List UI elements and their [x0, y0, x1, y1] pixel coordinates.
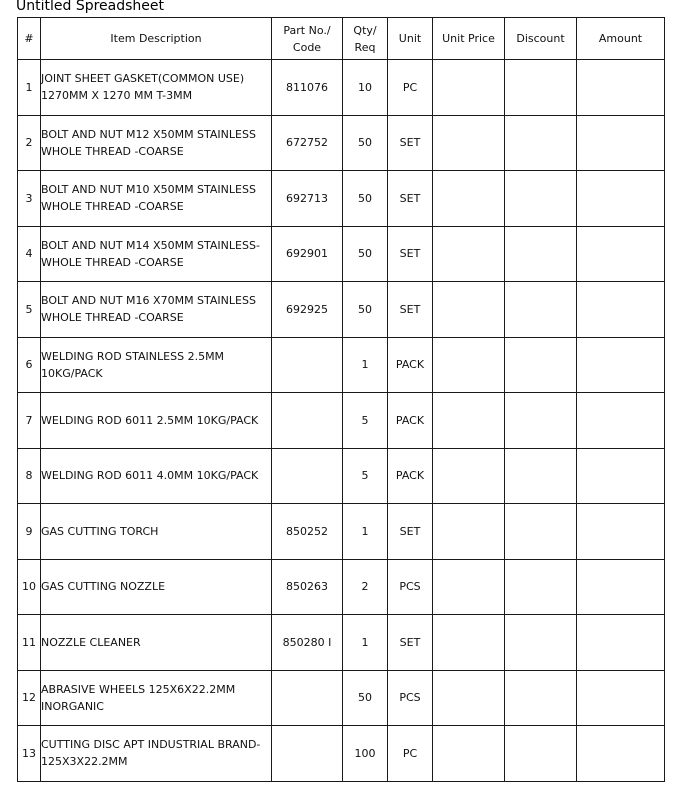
- cell-unit: PC: [388, 60, 433, 116]
- cell-discount[interactable]: [505, 726, 577, 782]
- table-row: [18, 559, 665, 615]
- description-line-1: NOZZLE CLEANER: [41, 635, 141, 649]
- cell-qty: 10: [343, 60, 388, 116]
- cell-description: [41, 337, 272, 393]
- cell-part-no: [272, 337, 343, 393]
- cell-discount[interactable]: [505, 393, 577, 449]
- table-row: [18, 448, 665, 504]
- description-line-2: WHOLE THREAD -COARSE: [41, 144, 184, 158]
- cell-amount[interactable]: [577, 393, 665, 449]
- table-row: [18, 60, 665, 116]
- cell-unit-price[interactable]: [433, 226, 505, 282]
- cell-num: 4: [18, 226, 41, 282]
- header-num: #: [18, 18, 41, 60]
- cell-discount[interactable]: [505, 171, 577, 227]
- table-row: [18, 226, 665, 282]
- cell-qty: 1: [343, 504, 388, 560]
- cell-num: 5: [18, 282, 41, 338]
- cell-amount[interactable]: [577, 448, 665, 504]
- table-row: [18, 726, 665, 782]
- cell-unit: PCS: [388, 670, 433, 726]
- cell-unit-price[interactable]: [433, 282, 505, 338]
- cell-part-no: 811076: [272, 60, 343, 116]
- cell-unit-price[interactable]: [433, 393, 505, 449]
- cell-num: 1: [18, 60, 41, 116]
- cell-amount[interactable]: [577, 115, 665, 171]
- cell-unit: PACK: [388, 393, 433, 449]
- cell-discount[interactable]: [505, 337, 577, 393]
- cell-description: [41, 226, 272, 282]
- cell-description: [41, 393, 272, 449]
- cell-num: 11: [18, 615, 41, 671]
- cell-description: [41, 448, 272, 504]
- cell-amount[interactable]: [577, 670, 665, 726]
- cell-part-no: [272, 448, 343, 504]
- cell-description: [41, 115, 272, 171]
- cell-description: [41, 559, 272, 615]
- cell-discount[interactable]: [505, 282, 577, 338]
- cell-qty: 1: [343, 337, 388, 393]
- header-unit-price: Unit Price: [433, 18, 505, 60]
- table-row: [18, 615, 665, 671]
- cell-part-no: 672752: [272, 115, 343, 171]
- cell-description: [41, 504, 272, 560]
- cell-num: 8: [18, 448, 41, 504]
- cell-discount[interactable]: [505, 226, 577, 282]
- description-line-1: BOLT AND NUT M10 X50MM STAINLESS: [41, 183, 256, 197]
- cell-num: 6: [18, 337, 41, 393]
- cell-qty: 2: [343, 559, 388, 615]
- description-line-1: BOLT AND NUT M16 X70MM STAINLESS: [41, 294, 256, 308]
- cell-qty: 5: [343, 448, 388, 504]
- cell-unit-price[interactable]: [433, 726, 505, 782]
- cell-amount[interactable]: [577, 504, 665, 560]
- cell-description: [41, 171, 272, 227]
- cell-amount[interactable]: [577, 171, 665, 227]
- description-line-1: WELDING ROD 6011 2.5MM 10KG/PACK: [41, 413, 259, 427]
- table-row: [18, 171, 665, 227]
- header-part-no-line1: Part No./: [283, 23, 331, 37]
- cell-unit-price[interactable]: [433, 60, 505, 116]
- description-line-1: GAS CUTTING NOZZLE: [41, 580, 166, 594]
- cell-discount[interactable]: [505, 559, 577, 615]
- cell-unit-price[interactable]: [433, 559, 505, 615]
- cell-amount[interactable]: [577, 337, 665, 393]
- cell-description: [41, 282, 272, 338]
- header-amount: Amount: [577, 18, 665, 60]
- cell-discount[interactable]: [505, 615, 577, 671]
- cell-unit-price[interactable]: [433, 337, 505, 393]
- cell-description: [41, 670, 272, 726]
- description-line-1: ABRASIVE WHEELS 125X6X22.2MM: [41, 682, 236, 696]
- items-table: [17, 17, 665, 782]
- cell-part-no: 850280 I: [272, 615, 343, 671]
- header-unit: Unit: [388, 18, 433, 60]
- cell-description: [41, 615, 272, 671]
- cell-amount[interactable]: [577, 615, 665, 671]
- cell-num: 12: [18, 670, 41, 726]
- description-line-1: JOINT SHEET GASKET(COMMON USE): [41, 72, 245, 86]
- cell-amount[interactable]: [577, 60, 665, 116]
- cell-discount[interactable]: [505, 60, 577, 116]
- cell-num: 10: [18, 559, 41, 615]
- header-qty: [343, 18, 388, 60]
- cell-part-no: [272, 670, 343, 726]
- cell-part-no: 692901: [272, 226, 343, 282]
- cell-part-no: 850263: [272, 559, 343, 615]
- header-discount: Discount: [505, 18, 577, 60]
- description-line-1: BOLT AND NUT M12 X50MM STAINLESS: [41, 127, 256, 141]
- header-row: [18, 18, 665, 60]
- description-line-2: WHOLE THREAD -COARSE: [41, 255, 184, 269]
- cell-description: [41, 60, 272, 116]
- cell-amount[interactable]: [577, 282, 665, 338]
- header-description: Item Description: [41, 18, 272, 60]
- cell-num: 3: [18, 171, 41, 227]
- cell-unit: SET: [388, 171, 433, 227]
- cell-discount[interactable]: [505, 115, 577, 171]
- cell-discount[interactable]: [505, 504, 577, 560]
- cell-qty: 50: [343, 115, 388, 171]
- cell-unit: SET: [388, 115, 433, 171]
- cell-num: 2: [18, 115, 41, 171]
- cell-qty: 50: [343, 670, 388, 726]
- table-row: [18, 337, 665, 393]
- header-qty-line2: Req: [354, 40, 376, 54]
- cell-unit-price[interactable]: [433, 171, 505, 227]
- cell-qty: 1: [343, 615, 388, 671]
- cell-unit-price[interactable]: [433, 615, 505, 671]
- table-row: [18, 670, 665, 726]
- cell-unit: SET: [388, 282, 433, 338]
- description-line-2: WHOLE THREAD -COARSE: [41, 200, 184, 214]
- description-line-2: 1270MM X 1270 MM T-3MM: [41, 89, 193, 103]
- cell-unit-price[interactable]: [433, 670, 505, 726]
- cell-unit: PACK: [388, 337, 433, 393]
- cell-num: 13: [18, 726, 41, 782]
- header-qty-line1: Qty/: [353, 23, 377, 37]
- description-line-2: WHOLE THREAD -COARSE: [41, 311, 184, 325]
- description-line-1: GAS CUTTING TORCH: [41, 524, 159, 538]
- cell-amount[interactable]: [577, 226, 665, 282]
- cell-unit: PCS: [388, 559, 433, 615]
- cell-qty: 50: [343, 226, 388, 282]
- cell-unit-price[interactable]: [433, 448, 505, 504]
- cell-discount[interactable]: [505, 448, 577, 504]
- table-row: [18, 504, 665, 560]
- description-line-1: CUTTING DISC APT INDUSTRIAL BRAND-: [41, 738, 261, 752]
- table-row: [18, 393, 665, 449]
- cell-part-no: [272, 393, 343, 449]
- header-part-no-line2: Code: [292, 40, 322, 54]
- description-line-1: WELDING ROD 6011 4.0MM 10KG/PACK: [41, 469, 259, 483]
- description-line-2: 10KG/PACK: [41, 366, 103, 380]
- cell-discount[interactable]: [505, 670, 577, 726]
- cell-qty: 50: [343, 171, 388, 227]
- cell-qty: 5: [343, 393, 388, 449]
- description-line-1: WELDING ROD STAINLESS 2.5MM: [41, 349, 225, 363]
- cell-qty: 100: [343, 726, 388, 782]
- table-row: [18, 282, 665, 338]
- cell-amount[interactable]: [577, 726, 665, 782]
- cell-part-no: 692713: [272, 171, 343, 227]
- description-line-1: BOLT AND NUT M14 X50MM STAINLESS-: [41, 238, 260, 252]
- cell-unit: SET: [388, 615, 433, 671]
- cell-unit-price[interactable]: [433, 504, 505, 560]
- cell-num: 7: [18, 393, 41, 449]
- table-body: [18, 60, 665, 782]
- cell-unit-price[interactable]: [433, 115, 505, 171]
- cell-unit: PC: [388, 726, 433, 782]
- cell-num: 9: [18, 504, 41, 560]
- header-part-no: [272, 18, 343, 60]
- cell-part-no: [272, 726, 343, 782]
- cell-amount[interactable]: [577, 559, 665, 615]
- description-line-2: 125X3X22.2MM: [41, 755, 128, 769]
- cell-part-no: 850252: [272, 504, 343, 560]
- cell-unit: PACK: [388, 448, 433, 504]
- cell-part-no: 692925: [272, 282, 343, 338]
- cell-unit: SET: [388, 504, 433, 560]
- cell-qty: 50: [343, 282, 388, 338]
- cell-description: [41, 726, 272, 782]
- table-row: [18, 115, 665, 171]
- cell-unit: SET: [388, 226, 433, 282]
- spreadsheet-title: Untitled Spreadsheet: [16, 0, 165, 14]
- description-line-2: INORGANIC: [41, 699, 104, 713]
